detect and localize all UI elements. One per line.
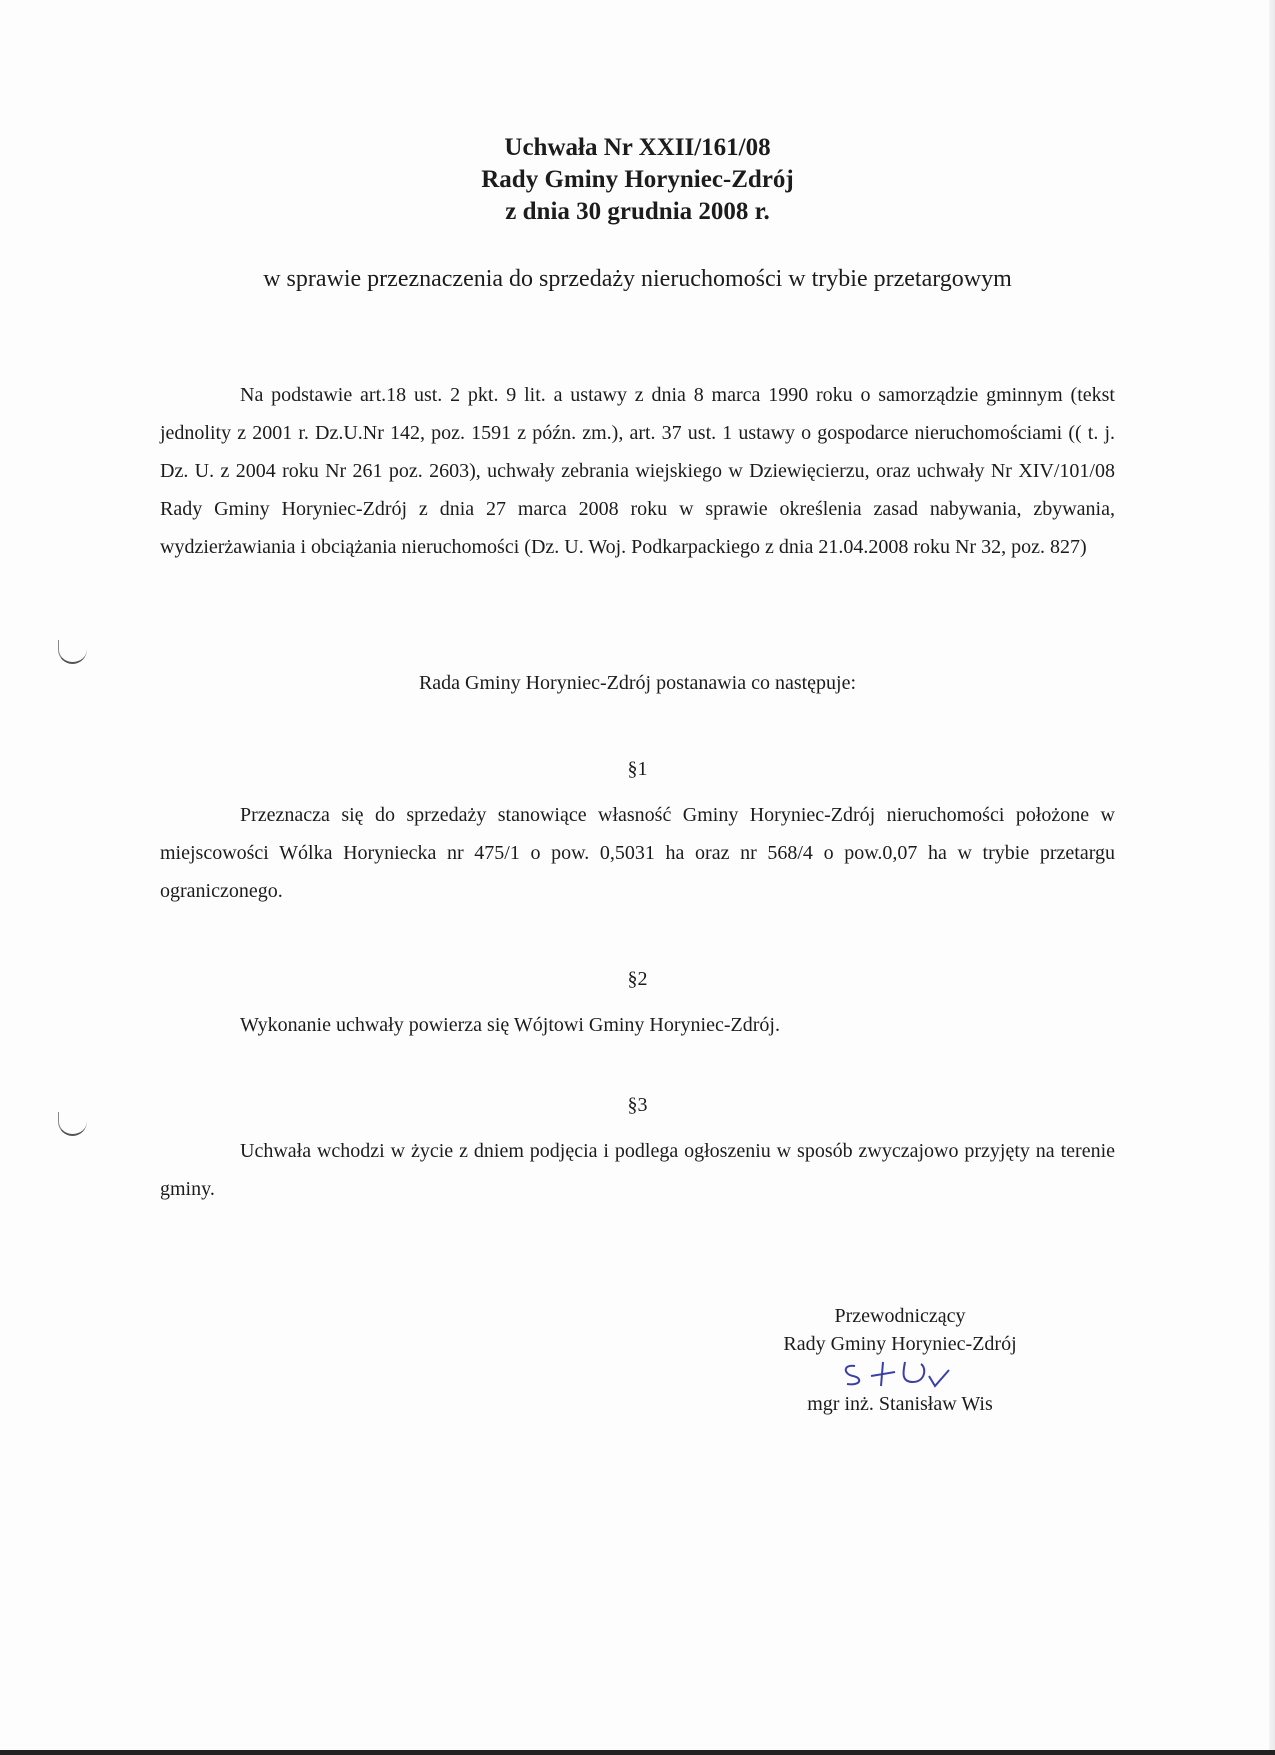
section-1-text: Przeznacza się do sprzedaży stanowiące własność Gminy Horyniec-Zdrój nieruchomości położone w miejscowości Wólka Horyniecka nr 475/1 o pow. 0,5031 ha oraz nr 568/4 o pow.0,07 ha w trybie przetargu ograniczonego. — [160, 804, 1115, 902]
section-3-text: Uchwała wchodzi w życie z dniem podjęcia i podlega ogłoszeniu w sposób zwyczajowo przyjęty na terenie gminy. — [160, 1140, 1115, 1200]
signature-body: Rady Gminy Horyniec-Zdrój — [783, 1333, 1017, 1355]
document-subject: w sprawie przeznaczenia do sprzedaży nieruchomości w trybie przetargowym — [263, 266, 1012, 292]
section-2-label: §2 — [627, 968, 648, 990]
legal-basis-paragraph: Na podstawie art.18 ust. 2 pkt. 9 lit. a ustawy z dnia 8 marca 1990 roku o samorządzie gminnym (tekst jednolity z 2001 r. Dz.U.Nr 142, poz. 1591 z późn. zm.), art. 37 ust. 1 ustawy o gospodarce nieruchomościami (( t. j. Dz. U. z 2004 roku Nr 261 poz. 2603), uchwały zebrania wiejskiego w Dziewięcierzu, oraz uchwały Nr XIV/101/08 Rady Gminy Horyniec-Zdrój z dnia 27 marca 2008 roku w sprawie określenia zasad nabywania, zbywania, wydzierżawiania i obciążania nieruchomości (Dz. U. Woj. Podkarpackiego z dnia 21.04.2008 roku Nr 32, poz. 827) — [160, 384, 1115, 558]
scan-edge-right — [1269, 0, 1275, 1755]
scan-edge-bottom — [0, 1750, 1275, 1755]
section-1-label: §1 — [627, 758, 648, 780]
title-line-2: Rady Gminy Horyniec-Zdrój — [481, 166, 794, 193]
signature-role: Przewodniczący — [834, 1305, 966, 1327]
title-line-1: Uchwała Nr XXII/161/08 — [504, 134, 771, 161]
section-2-text: Wykonanie uchwały powierza się Wójtowi Gminy Horyniec-Zdrój. — [240, 1014, 780, 1036]
resolution-intro: Rada Gminy Horyniec-Zdrój postanawia co następuje: — [418, 672, 857, 694]
signature-name: mgr inż. Stanisław Wis — [807, 1393, 993, 1415]
title-line-3: z dnia 30 grudnia 2008 r. — [505, 198, 770, 225]
punch-hole-top — [58, 640, 87, 664]
section-3-label: §3 — [627, 1094, 648, 1116]
document-title — [0, 132, 1275, 228]
handwritten-signature-icon — [835, 1358, 965, 1390]
signature-block — [720, 1302, 1080, 1418]
